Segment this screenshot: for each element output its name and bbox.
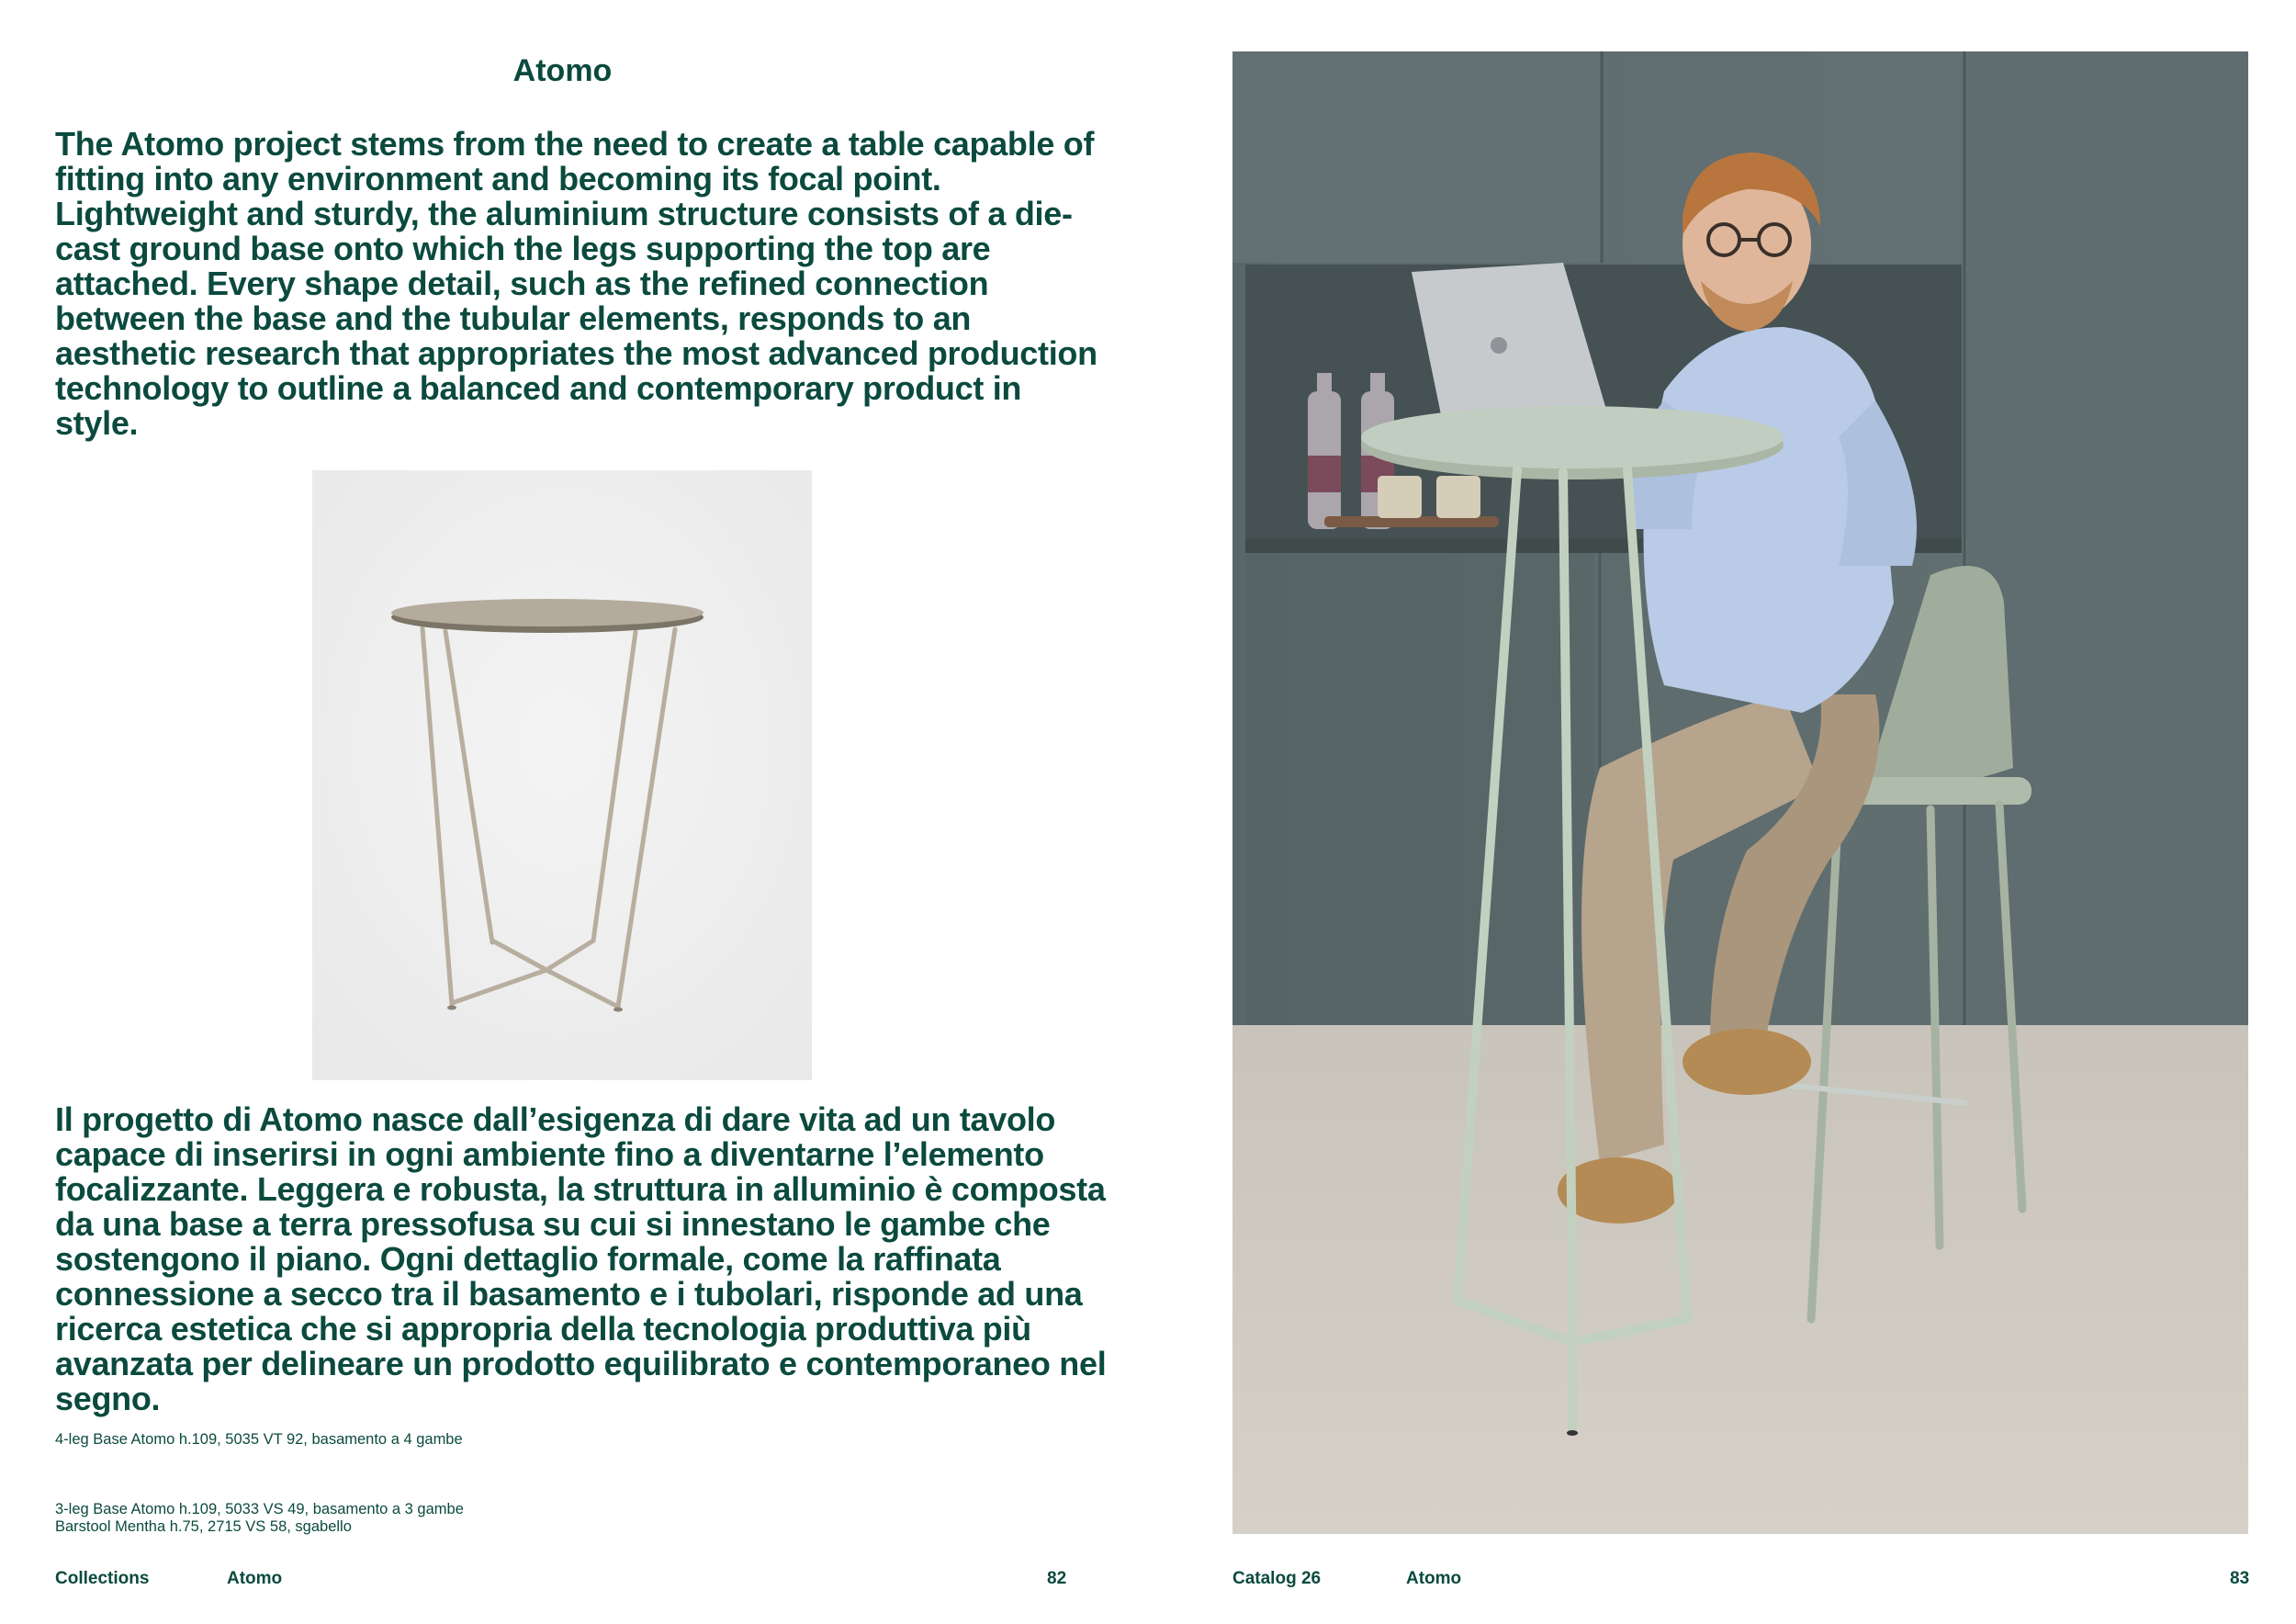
caption-scene-table: 3-leg Base Atomo h.109, 5033 VS 49, basamento a 3 gambe [55, 1501, 464, 1517]
product-photo-4-leg-table [312, 470, 812, 1080]
lifestyle-photo [1232, 51, 2248, 1534]
footer-catalog: Catalog 26 [1232, 1569, 1322, 1588]
caption-product: 4-leg Base Atomo h.109, 5035 VT 92, basamento a 4 gambe [55, 1431, 463, 1448]
footer-collection: Atomo [227, 1569, 283, 1588]
man-at-table-illustration [1232, 51, 2248, 1534]
footer-collection: Atomo [1406, 1569, 1462, 1588]
intro-italian: Il progetto di Atomo nasce dall’esigenza di dare vita ad un tavolo capace di inserirsi in ogni ambiente fino a diventarne l’elemento focalizzante. Leggera e robusta, la struttura in alluminio è composta da una base a terra pressofusa su cui si innestano le gambe che sostengono il piano. Ogni dettaglio formale, come la raffinata connessione a secco tra il basamento e i tubolari, risponde ad una ricerca estetica che si appropria della tecnologia produttiva più avanzata per delineare un prodotto equilibrato e contemporaneo nel segno. [55, 1100, 1107, 1417]
right-page [1148, 0, 2296, 1624]
intro-english: The Atomo project stems from the need to create a table capable of fitting into any environment and becoming its focal point. Lightweight and sturdy, the aluminium structure consists of a die-cast ground base onto which the legs supporting the top are attached. Every shape detail, such as the refined connection between the base and the tubular elements, responds to an aesthetic research that appropriates the most advanced production technology to outline a balanced and contemporary product in style. [55, 125, 1097, 442]
caption-scene-barstool: Barstool Mentha h.75, 2715 VS 58, sgabello [55, 1518, 352, 1535]
page-title: Atomo [512, 53, 613, 88]
table-4-leg-illustration [312, 470, 812, 1080]
page-number: 83 [2230, 1569, 2250, 1588]
page-number: 82 [1047, 1569, 1067, 1588]
footer-section: Collections [55, 1569, 150, 1588]
